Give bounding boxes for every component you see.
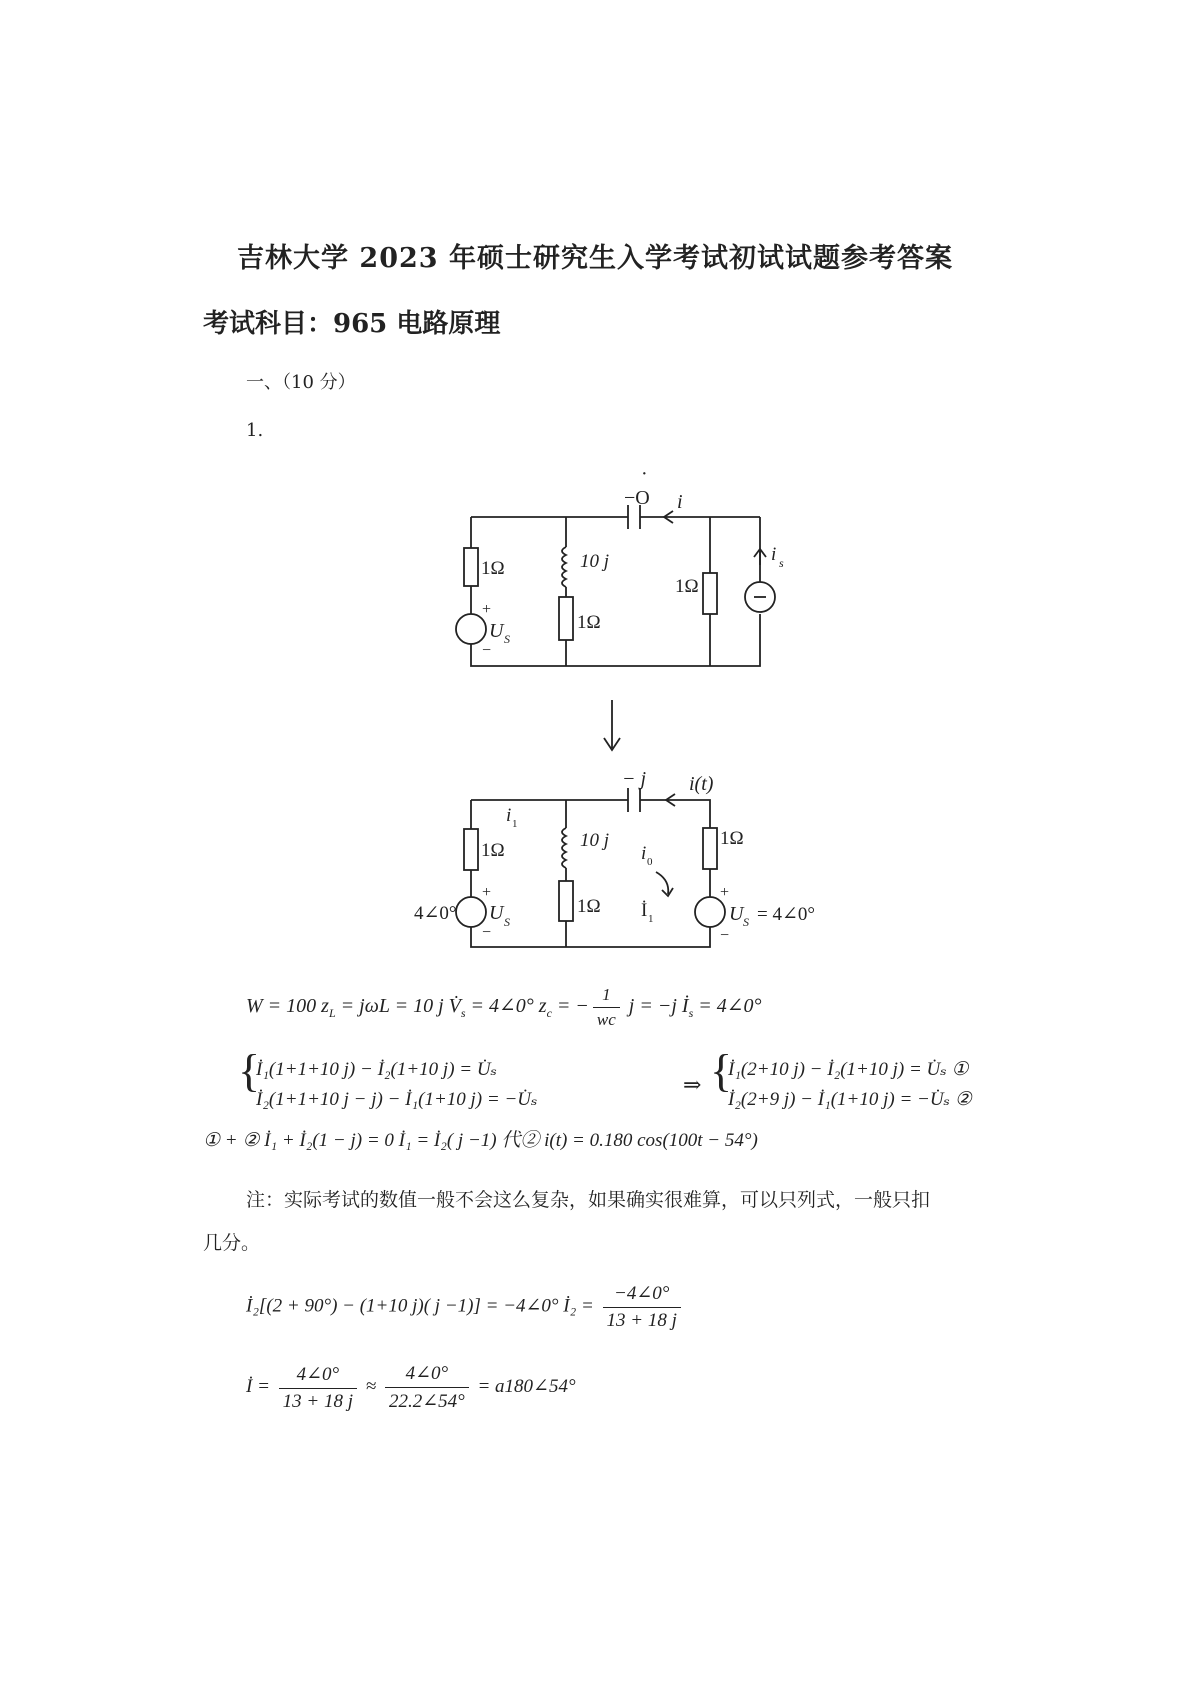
inductor-coil xyxy=(562,547,566,587)
res-left-label: 1Ω xyxy=(481,558,505,579)
us-label-right: U xyxy=(729,903,744,925)
resistor-left-2 xyxy=(464,829,478,870)
is-label: i xyxy=(771,544,777,565)
result-i2: İ₂[(2 + 90°) − (1+10 j)( j −1)] = −4∠0° İ₂ = $\frac{-4\angle 0^\circ}{13 + 18 j}$ xyxy=(246,1282,685,1332)
res-right-label-2: 1Ω xyxy=(720,828,744,849)
left-source-value: 4∠0° xyxy=(414,903,457,924)
section-heading: 一、（10 分） xyxy=(246,372,356,393)
us-label-left: U xyxy=(489,902,504,924)
system-left-eq1: İ₁(1+1+10 j) − İ₂(1+10 j) = U̇ₛ xyxy=(256,1059,497,1080)
us-label: U xyxy=(489,620,504,642)
voltage-source-right xyxy=(695,897,725,927)
res-mid-label: 1Ω xyxy=(577,612,601,633)
plus-sign-right: + xyxy=(720,884,730,901)
inductor-label: 10 j xyxy=(580,551,610,572)
resistor-right-2 xyxy=(703,828,717,869)
brace-right: { xyxy=(710,1045,733,1096)
voltage-source-left xyxy=(456,897,486,927)
cap-label-1: −O xyxy=(624,487,650,509)
exam-subject: 考试科目：965 电路原理 xyxy=(203,309,501,339)
is-sub: s xyxy=(779,556,784,570)
i1-label: i xyxy=(506,805,512,826)
question-number: 1. xyxy=(246,420,264,441)
brace-left: { xyxy=(238,1045,261,1096)
mesh-sub: 1 xyxy=(648,913,654,925)
us-sub-left: S xyxy=(504,915,510,929)
system-right-eq1: İ₁(2+10 j) − İ₂(1+10 j) = U̇ₛ ① xyxy=(728,1059,969,1080)
current-label-it: i(t) xyxy=(689,773,714,795)
result-i: İ = $\frac{4\angle 0^\circ}{13 + 18 j}$ ≈ $\frac{4\angle 0^\circ}{22.2\angle 54^\circ}$ = a180∠54° xyxy=(246,1363,576,1412)
i0-sub: 0 xyxy=(647,856,653,868)
resistor-left xyxy=(464,548,478,586)
system-left-eq2: İ₂(1+1+10 j − j) − İ₁(1+10 j) = −U̇ₛ xyxy=(256,1089,538,1110)
current-label-i: i xyxy=(677,491,683,513)
right-source-value: = 4∠0° xyxy=(757,904,815,925)
voltage-source-us xyxy=(456,614,486,644)
resistor-mid-2 xyxy=(559,881,573,921)
i0-label: i xyxy=(641,843,647,864)
res-right-label: 1Ω xyxy=(675,576,699,597)
minus-sign: − xyxy=(482,642,492,659)
cap-dot: · xyxy=(641,463,648,485)
combine-line: ① + ② İ₁ + İ₂(1 − j) = 0 İ₁ = İ₂( j −1) 代② i(t) = 0.180 cos(100t − 54°) xyxy=(203,1130,758,1151)
circuit-original xyxy=(456,505,775,750)
note-line-1: 注：实际考试的数值一般不会这么复杂，如果确实很难算，可以只列式，一般只扣 xyxy=(246,1189,931,1211)
res-left-label-2: 1Ω xyxy=(481,840,505,861)
us-sub-right: S xyxy=(743,915,749,929)
implies-arrow: ⇒ xyxy=(683,1072,702,1097)
minus-sign-right: − xyxy=(720,927,730,944)
page-title: 吉林大学 2023 年硕士研究生入学考试初试试题参考答案 xyxy=(237,243,953,274)
inductor-coil-2 xyxy=(562,828,566,868)
system-right-eq2: İ₂(2+9 j) − İ₁(1+10 j) = −U̇ₛ ② xyxy=(728,1089,972,1110)
note-line-2: 几分。 xyxy=(203,1232,261,1254)
plus-sign: + xyxy=(482,601,492,618)
plus-sign-left: + xyxy=(482,884,492,901)
parameter-line: W = 100 $z_L = j\omega L = 10$ j $V̇_s$ = 4∠0° $z_c$ = − $\frac{1}{wc}$ j = −j $İ_s$ = 4∠0° xyxy=(246,985,762,1029)
i1-sub: 1 xyxy=(512,818,518,830)
cap-label-2: − j xyxy=(622,768,647,790)
resistor-right xyxy=(703,573,717,614)
res-mid-label-2: 1Ω xyxy=(577,896,601,917)
inductor-label-2: 10 j xyxy=(580,830,610,851)
mesh-label: İ xyxy=(641,900,648,921)
us-sub: S xyxy=(504,632,510,646)
resistor-mid xyxy=(559,597,573,640)
minus-sign-left: − xyxy=(482,924,492,941)
